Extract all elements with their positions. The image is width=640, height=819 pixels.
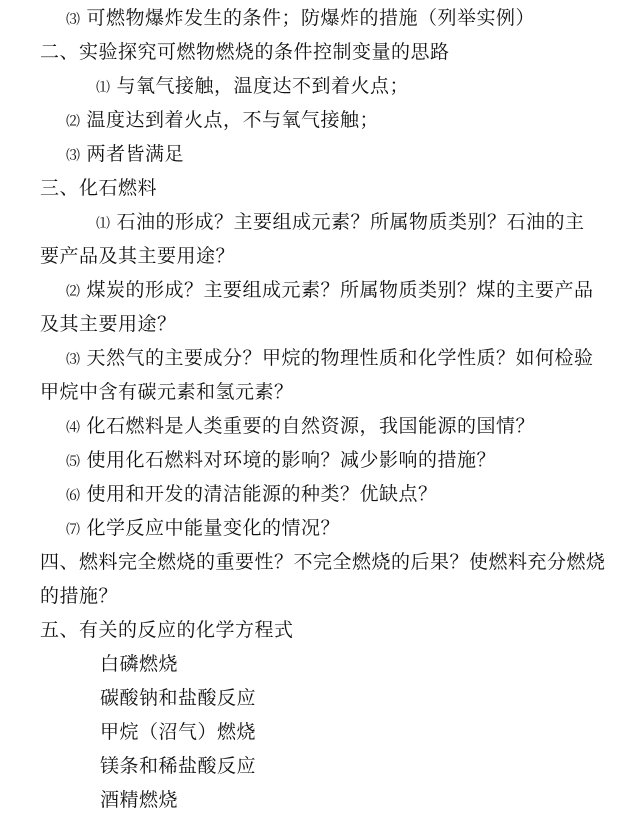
item-text: 煤炭的形成？主要组成元素？所属物质类别？煤的主要产品 xyxy=(86,279,594,301)
item-number: ⑹ xyxy=(66,488,81,504)
item-number: ⑷ xyxy=(66,420,81,436)
list-item xyxy=(66,414,535,438)
list-item xyxy=(66,482,438,506)
list-item xyxy=(66,6,535,30)
list-item xyxy=(96,74,409,98)
item-number: ⑴ xyxy=(96,216,111,232)
item-text: 化石燃料是人类重要的自然资源，我国能源的国情？ xyxy=(86,415,536,437)
reaction-item: 镁条和稀盐酸反应 xyxy=(100,755,257,777)
list-item xyxy=(66,516,340,540)
item-continuation: 甲烷中含有碳元素和氢元素？ xyxy=(40,381,294,403)
item-number: ⑵ xyxy=(66,114,81,130)
reaction-item: 碳酸钠和盐酸反应 xyxy=(100,687,257,709)
item-number: ⑵ xyxy=(66,284,81,300)
item-number: ⑸ xyxy=(66,454,81,470)
list-item xyxy=(66,142,184,166)
item-text: 使用和开发的清洁能源的种类？优缺点？ xyxy=(86,483,438,505)
item-continuation: 要产品及其主要用途？ xyxy=(40,245,236,267)
item-continuation: 及其主要用途？ xyxy=(40,313,177,335)
item-text: 可燃物爆炸发生的条件；防爆炸的措施（列举实例） xyxy=(86,7,536,29)
item-number: ⑶ xyxy=(66,352,81,368)
item-text: 温度达到着火点，不与氧气接触； xyxy=(86,109,380,131)
item-number: ⑶ xyxy=(66,148,81,164)
reaction-item: 白磷燃烧 xyxy=(100,653,179,675)
list-item xyxy=(66,346,594,370)
item-text: 天然气的主要成分？甲烷的物理性质和化学性质？如何检验 xyxy=(86,347,594,369)
item-text: 化学反应中能量变化的情况？ xyxy=(86,517,341,539)
list-item xyxy=(66,448,496,472)
item-continuation: 的措施？ xyxy=(40,585,119,607)
item-number: ⑺ xyxy=(66,522,81,538)
list-item xyxy=(66,108,379,132)
reaction-item: 甲烷（沼气）燃烧 xyxy=(100,721,257,743)
item-text: 两者皆满足 xyxy=(86,143,185,165)
section-heading: 二、实验探究可燃物燃烧的条件控制变量的思路 xyxy=(40,41,450,63)
item-text: 使用化石燃料对环境的影响？减少影响的措施？ xyxy=(86,449,497,471)
item-number: ⑶ xyxy=(66,12,81,28)
section-heading: 三、化石燃料 xyxy=(40,177,158,199)
section-heading: 五、有关的反应的化学方程式 xyxy=(40,619,294,641)
item-text: 与氧气接触，温度达不到着火点； xyxy=(116,75,410,97)
list-item xyxy=(66,278,594,302)
item-text: 石油的形成？主要组成元素？所属物质类别？石油的主 xyxy=(116,211,585,233)
section-heading: 四、燃料完全燃烧的重要性？不完全燃烧的后果？使燃料充分燃烧 xyxy=(40,551,606,573)
list-item xyxy=(96,210,585,234)
item-number: ⑴ xyxy=(96,80,111,96)
reaction-item: 酒精燃烧 xyxy=(100,789,179,811)
